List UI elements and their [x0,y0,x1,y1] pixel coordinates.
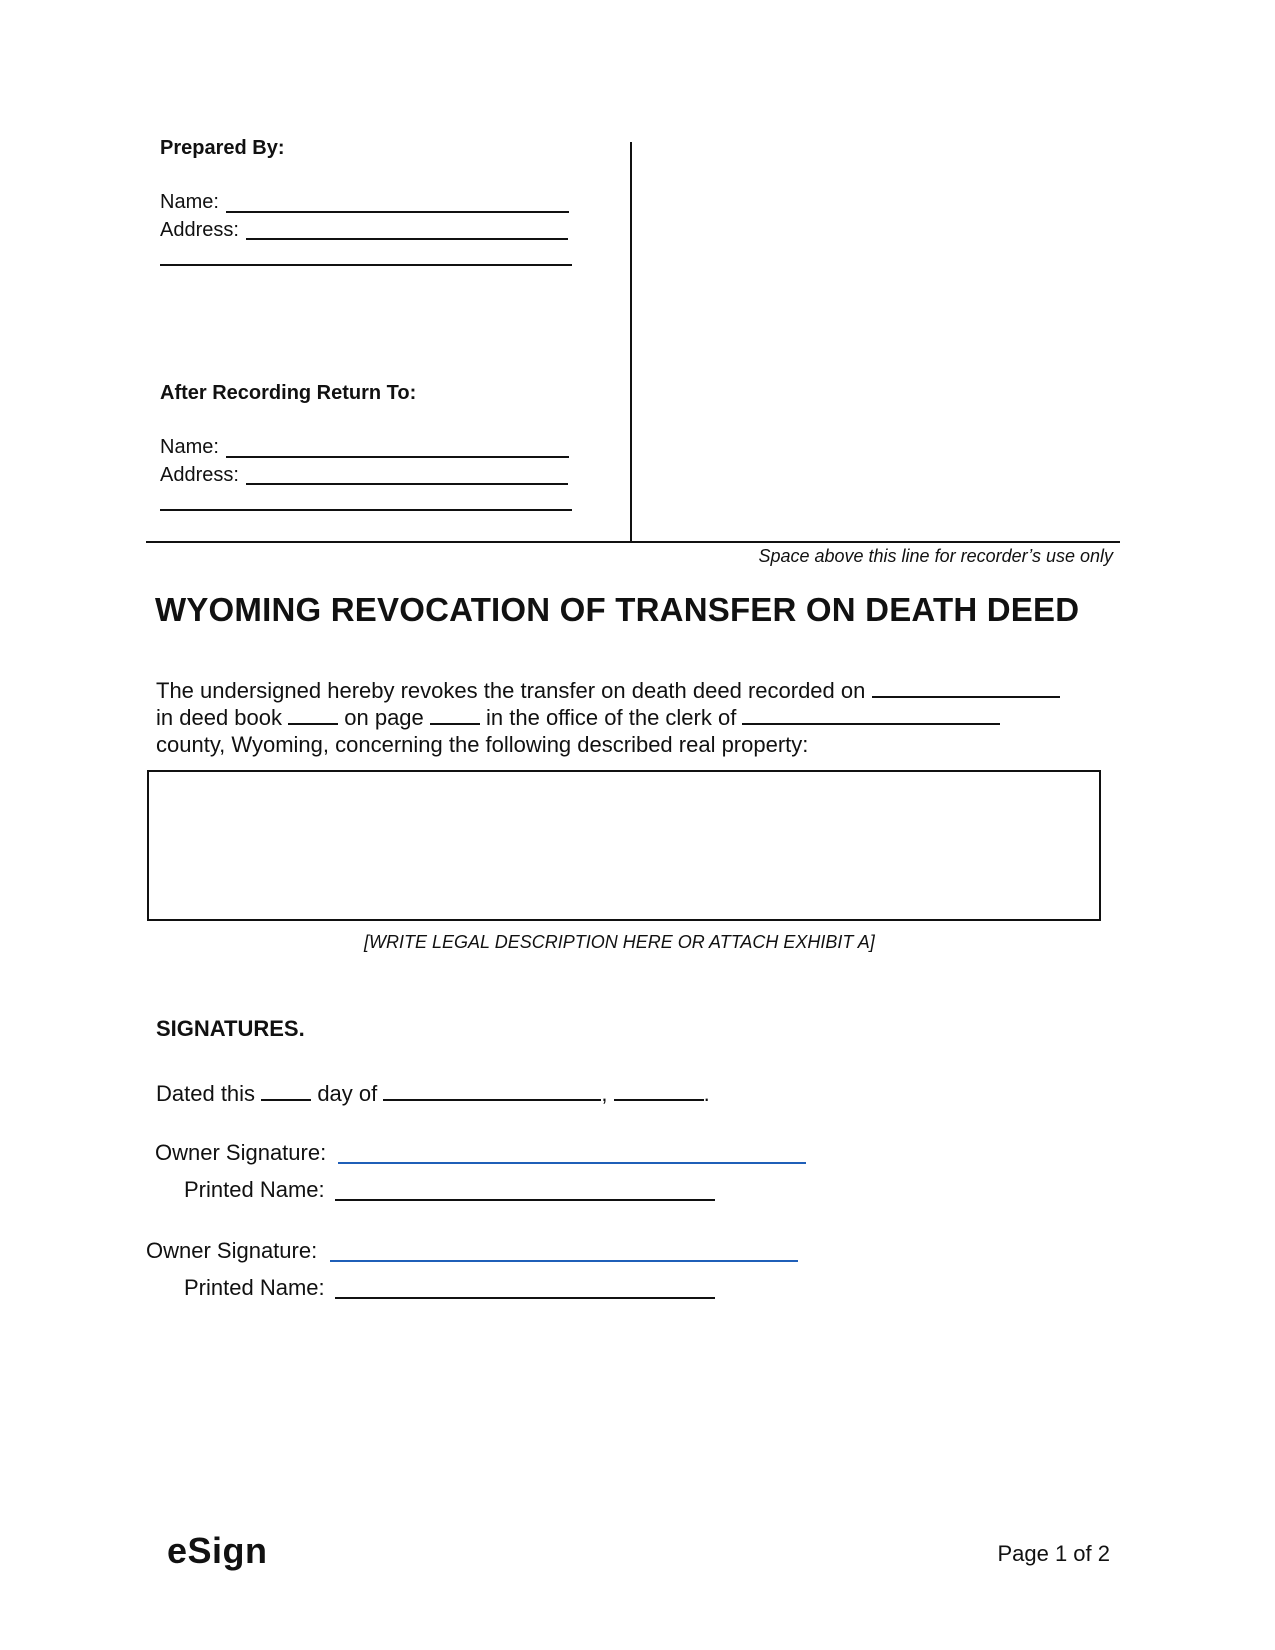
printed-name-label-1: Printed Name: [184,1177,325,1202]
recorded-date-field[interactable] [872,695,1060,698]
day-of-label: day of [317,1081,378,1106]
recorder-vertical-divider [630,142,632,542]
return-address-line2-field[interactable] [160,509,572,511]
body-line-2 [156,705,1000,731]
dated-line [156,1081,710,1107]
return-name-field[interactable] [226,456,569,458]
body-line-3: county, Wyoming, concerning the following described real property: [156,732,809,757]
deed-book-field[interactable] [288,722,338,725]
deed-book-label: in deed book [156,705,282,730]
printed-name-field-2[interactable] [335,1297,715,1299]
body-line-1 [156,678,1060,704]
prepared-address-label: Address: [160,219,239,241]
clerk-county-field[interactable] [742,722,1000,725]
owner-signature-label-1: Owner Signature: [155,1140,327,1165]
document-title: WYOMING REVOCATION OF TRANSFER ON DEATH DEED [155,591,1080,628]
after-recording-heading: After Recording Return To: [160,382,417,404]
esign-logo: eSign [167,1530,268,1571]
dated-day-field[interactable] [261,1098,311,1101]
prepared-address-line2-field[interactable] [160,264,572,266]
page-number-field[interactable] [430,722,480,725]
return-name-label: Name: [160,436,219,458]
owner-signature-field-2[interactable] [330,1260,798,1262]
dated-this-label: Dated this [156,1081,256,1106]
recorder-horizontal-divider [146,541,1120,543]
prepared-name-label: Name: [160,191,219,213]
owner-signature-field-1[interactable] [338,1162,806,1164]
return-address-label: Address: [160,464,239,486]
owner-signature-label-2: Owner Signature: [146,1238,318,1263]
body-line-1-text: The undersigned hereby revokes the transfer on death deed recorded on [156,678,866,703]
recorder-note: Space above this line for recorder’s use only [758,546,1113,566]
signatures-heading: SIGNATURES. [156,1016,305,1041]
page-number: Page 1 of 2 [997,1541,1110,1566]
dated-year-field[interactable] [614,1098,704,1101]
legal-description-caption: [WRITE LEGAL DESCRIPTION HERE OR ATTACH EXHIBIT A] [364,932,875,952]
return-address-field[interactable] [246,483,568,485]
printed-name-label-2: Printed Name: [184,1275,325,1300]
dated-comma: , [601,1081,608,1106]
dated-period: . [703,1081,710,1106]
prepared-name-field[interactable] [226,211,569,213]
clerk-office-label: in the office of the clerk of [486,705,737,730]
prepared-address-field[interactable] [246,238,568,240]
printed-name-field-1[interactable] [335,1199,715,1201]
legal-description-box[interactable] [147,770,1101,921]
dated-month-field[interactable] [383,1098,601,1101]
on-page-label: on page [344,705,424,730]
prepared-by-heading: Prepared By: [160,137,285,159]
